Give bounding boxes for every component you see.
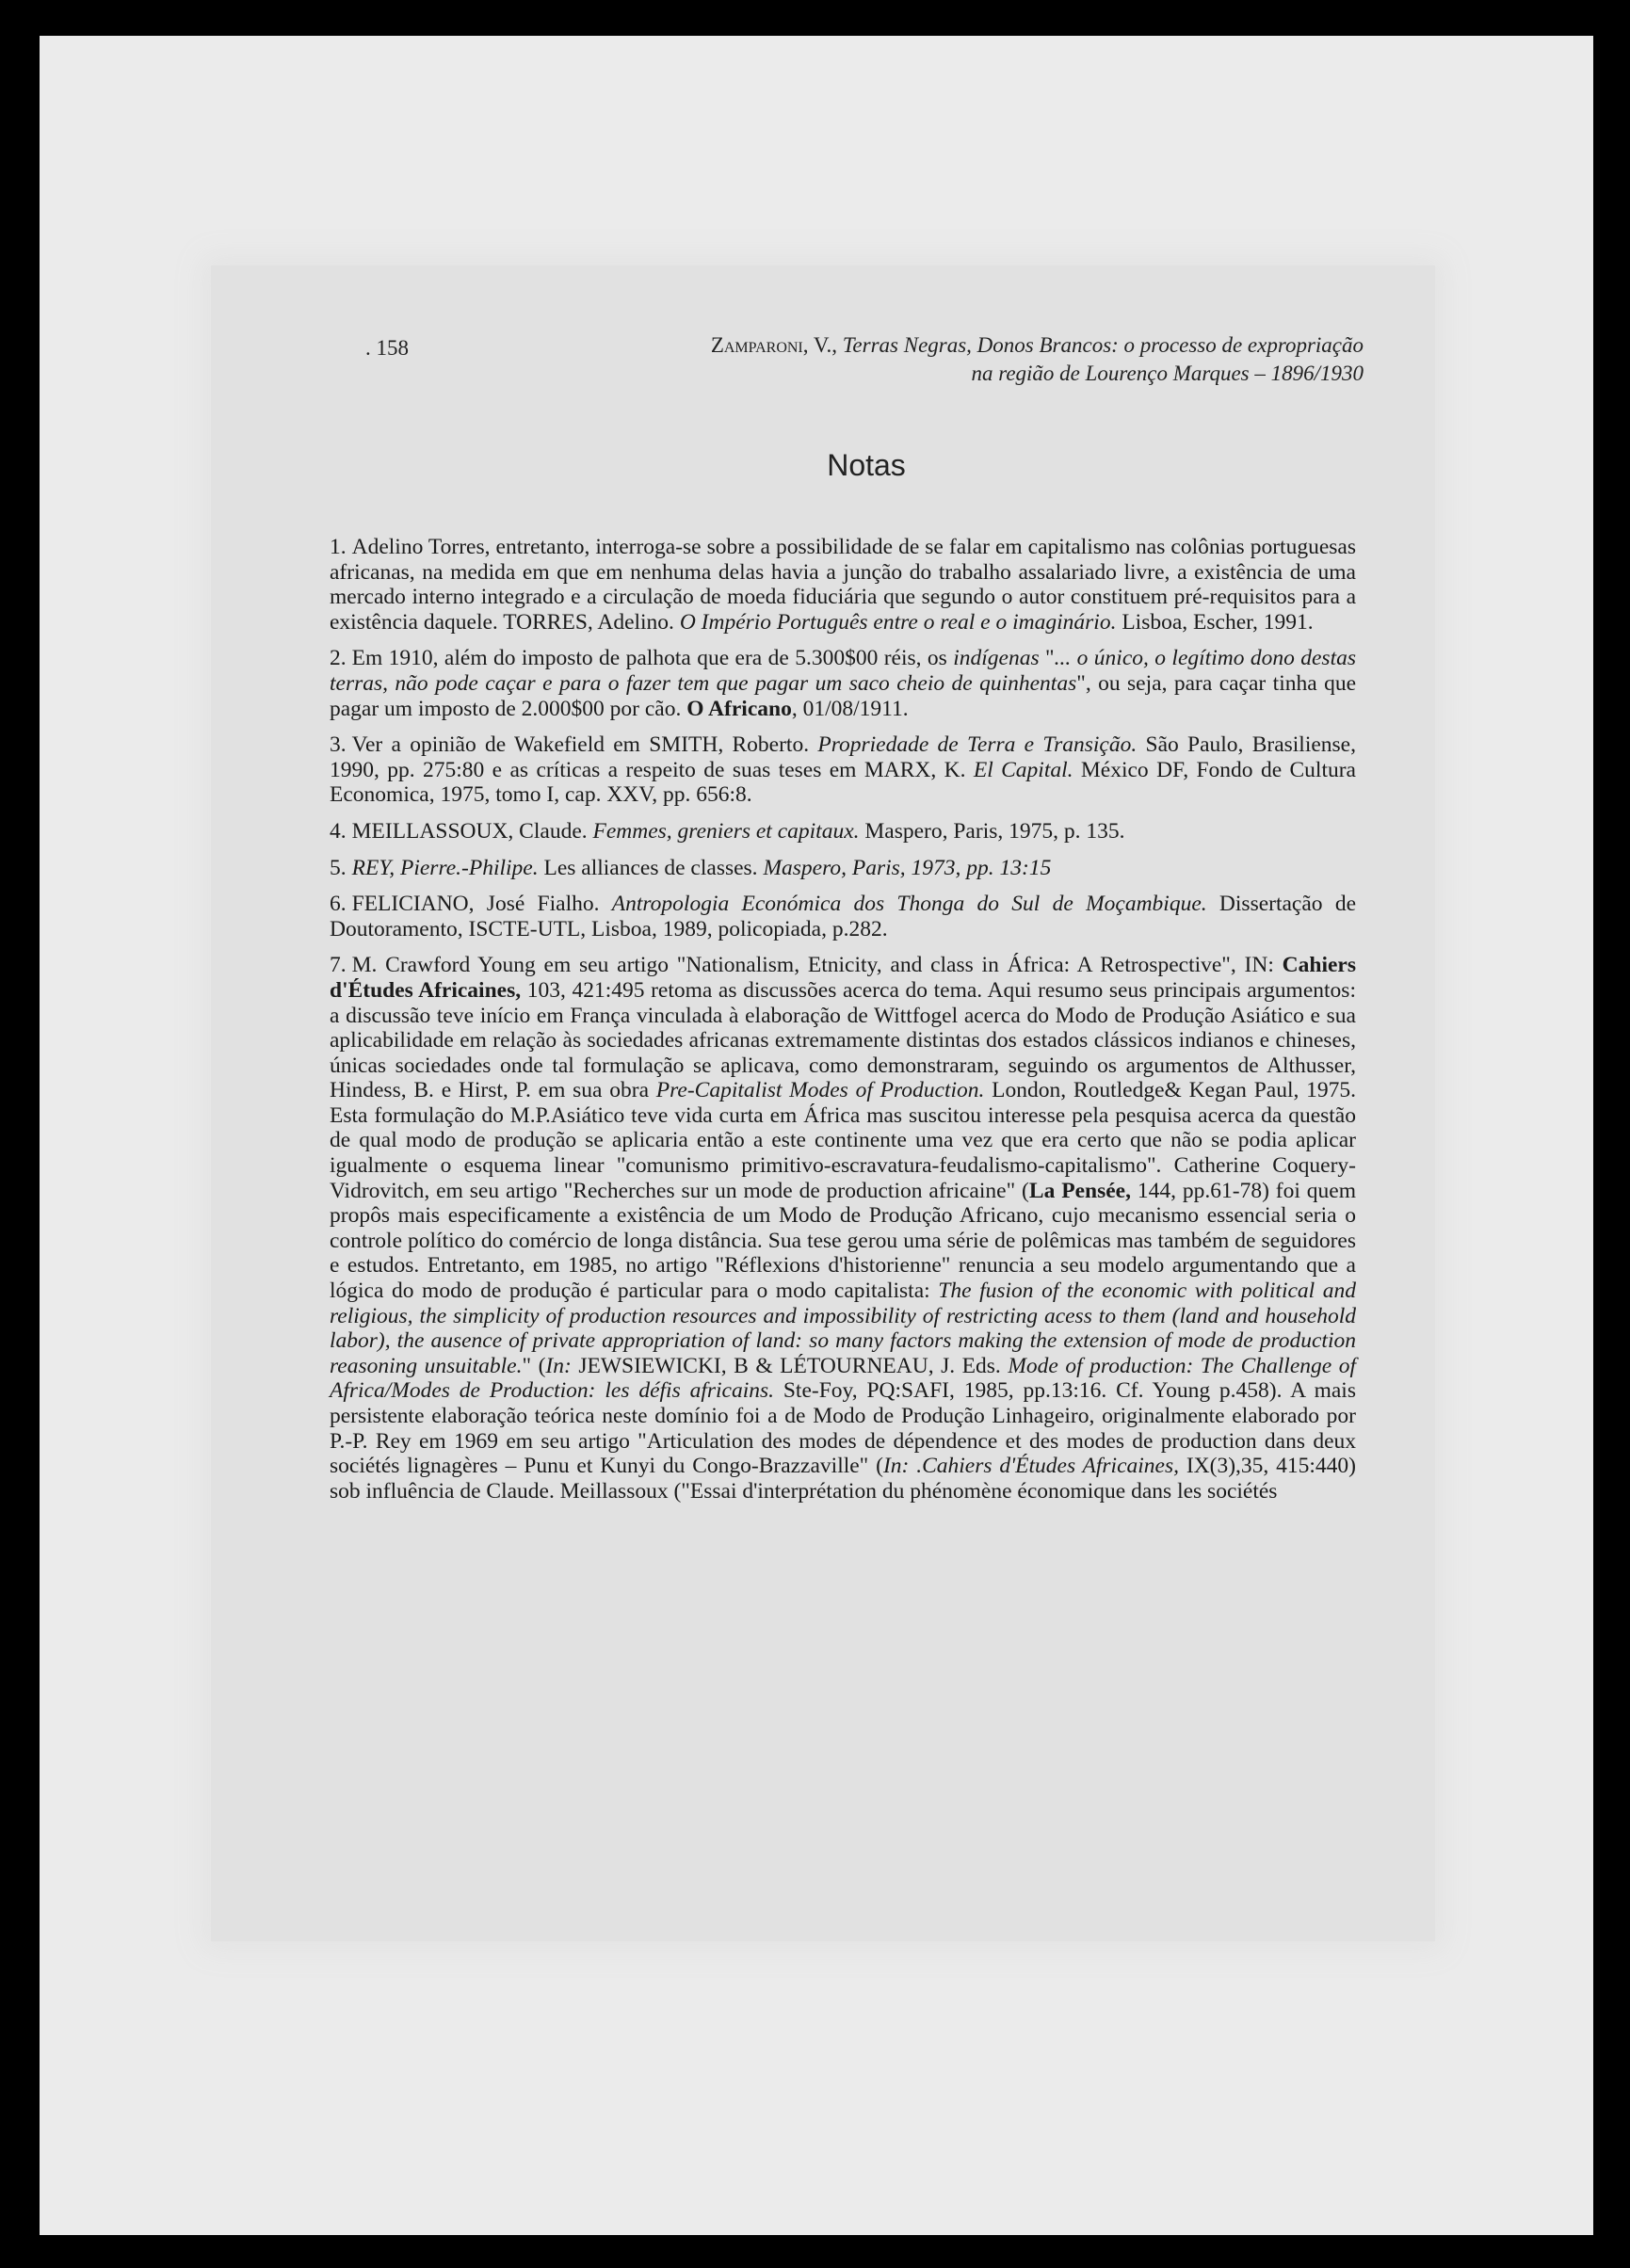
note-text: REY, Pierre.-Philipe.	[351, 855, 539, 880]
note-text: São Paulo, Brasiliense, 1990, pp. 275:80 e as críticas a respeito de suas teses em MARX, K.	[330, 732, 1356, 782]
note-text: Les alliances de classes.	[538, 855, 764, 880]
note-number: 4.	[330, 818, 347, 844]
running-header-line-1	[527, 331, 1364, 360]
note-4	[330, 819, 1356, 844]
note-text: Maspero, Paris, 1975, p. 135.	[859, 818, 1125, 844]
note-text: O Africano	[686, 696, 792, 721]
note-text: M. Crawford Young em seu artigo "Nationalism, Etnicity, and class in África: A Retrospective", IN:	[351, 953, 1283, 978]
note-text: Lisboa, Escher, 1991.	[1116, 609, 1314, 635]
note-text: 103, 421:495 retoma as discussões acerca do tema. Aqui resumo seus principais argumentos: a discussão teve início em França vinculada à elaboração de Wittfogel acerca do Modo de Produção Asiático e sua aplicabilidade em relação às sociedades africanas extremamente distintas dos estados clássicos indianos e chineses, únicas sociedades onde tal formulação se aplicava, como demonstraram, seguindo os argumentos de Althusser, Hindess, B. e Hirst, P. em sua obra	[330, 977, 1356, 1103]
note-number: 1.	[330, 535, 347, 559]
running-header	[527, 331, 1364, 388]
note-text: El Capital.	[973, 757, 1073, 782]
note-6	[330, 892, 1356, 941]
note-text: The fusion of the economic with political and religious, the simplicity of production resources and impossibility of restricting acess to them (land and household labor), the ausence of private appropriation of land: so many factors making the extension of mode de production reasoning unsuitable.	[330, 1279, 1356, 1378]
note-text: "	[1039, 646, 1055, 671]
note-text: JEWSIEWICKI, B & LÉTOURNEAU, J. Eds.	[571, 1353, 1009, 1378]
note-text: Adelino Torres, entretanto, interroga-se sobre a possibilidade de se falar em capitalismo nas colônias portuguesas africanas, na medida em que em nenhuma delas havia a junção do trabalho assalariado livre, a existência de uma mercado interno integrado e a circulação de moeda fiduciária que segundo o autor constituem pré-requisitos para a existência daquele. TORRES, Adelino.	[330, 535, 1356, 635]
note-text: Femmes, greniers et capitaux.	[592, 818, 860, 844]
note-text: La Pensée,	[1028, 1178, 1131, 1203]
note-text: Maspero, Paris, 1973, pp. 13:15	[763, 855, 1052, 880]
note-text: Ver a opinião de Wakefield em SMITH, Roberto.	[351, 732, 818, 758]
note-text: indígenas	[953, 646, 1040, 671]
note-text: 144, pp.61-78) foi quem propôs mais especificamente a existência de um Modo de Produção Africano, cujo mecanismo essencial seria o controle político do comércio de longa distância. Sua tese gerou uma série de polêmicas mas também de seguidores e estudos. Entretanto, em 1985, no artigo "Réflexions d'historienne" renuncia a seu modelo argumentando que a lógica do modo de produção é particular para o modo capitalista:	[330, 1178, 1356, 1304]
note-3	[330, 732, 1356, 808]
page-number: . 158	[365, 336, 409, 360]
note-text: , 01/08/1911.	[791, 696, 909, 721]
note-text: MEILLASSOUX, Claude.	[351, 818, 593, 844]
note-text: FELICIANO, José Fialho.	[351, 892, 612, 917]
note-number: 2.	[330, 646, 347, 671]
note-text: Cahiers d'Études Africaines,	[330, 953, 1356, 1003]
running-header-author: Zamparoni, V.,	[710, 333, 837, 357]
note-number: 6.	[330, 892, 347, 917]
note-text: " (	[522, 1353, 546, 1378]
notes-list	[330, 535, 1356, 1515]
note-text: Dissertação de Doutoramento, ISCTE-UTL, Lisboa, 1989, policopiada, p.282.	[330, 892, 1356, 941]
note-text: ", ou seja, para caçar tinha que pagar um imposto de 2.000$00 por cão.	[330, 670, 1356, 721]
note-number: 5.	[330, 855, 347, 880]
running-header-title-2: na região de Lourenço Marques – 1896/1930	[971, 362, 1364, 385]
note-text: Ste-Foy, PQ:SAFI, 1985, pp.13:16. Cf. Young p.458). A mais persistente elaboração teórica neste domínio foi a de Modo de Produção Linhageiro, originalmente elaborado por P.-P. Rey em 1969 em seu artigo "Articulation des modes de dépendence et des modes de production dans deux sociétés lignagères – Punu et Kunyi du Congo-Brazzaville" (	[330, 1378, 1356, 1479]
note-5	[330, 856, 1356, 881]
note-text: In: .Cahiers d'Études Africaines,	[882, 1454, 1179, 1479]
note-7	[330, 953, 1356, 1504]
note-number: 3.	[330, 732, 347, 758]
note-2	[330, 646, 1356, 721]
note-text: Em 1910, além do imposto de palhota que era de 5.300$00 réis, os	[351, 646, 954, 671]
note-text: O Império Português entre o real e o imaginário.	[679, 609, 1117, 635]
note-text: Pre-Capitalist Modes of Production.	[655, 1078, 985, 1103]
note-text: IX(3),35, 415:440) sob influência de Claude. Meillassoux ("Essai d'interprétation du phénomène économique dans les sociétés	[330, 1454, 1356, 1504]
note-text: Antropologia Económica dos Thonga do Sul de Moçambique.	[611, 892, 1207, 917]
note-text: ... o único, o legítimo dono destas terras, não pode caçar e para o fazer tem que pagar um saco cheio de quinhentas	[330, 646, 1356, 696]
note-text: London, Routledge& Kegan Paul, 1975. Esta formulação do M.P.Asiático teve vida curta em África mas suscitou interesse pela pesquisa acerca da questão de qual modo de produção se aplicaria então a este continente uma vez que era certo que não se podia aplicar igualmente o esquema linear "comunismo primitivo-escravatura-feudalismo-capitalismo". Catherine Coquery-Vidrovitch, em seu artigo "Recherches sur un mode de production africaine" (	[330, 1078, 1356, 1203]
note-text: Mode of production: The Challenge of Africa/Modes de Production: les défis africains.	[330, 1353, 1356, 1404]
note-text: In:	[545, 1353, 572, 1378]
note-1	[330, 535, 1356, 635]
note-number: 7.	[330, 953, 347, 978]
section-title: Notas	[827, 448, 906, 482]
note-text: Propriedade de Terra e Transição.	[817, 732, 1138, 758]
note-text: México DF, Fondo de Cultura Economica, 1975, tomo I, cap. XXV, pp. 656:8.	[330, 757, 1356, 808]
running-header-title-1: Terras Negras, Donos Brancos: o processo de expropriação	[842, 333, 1364, 357]
